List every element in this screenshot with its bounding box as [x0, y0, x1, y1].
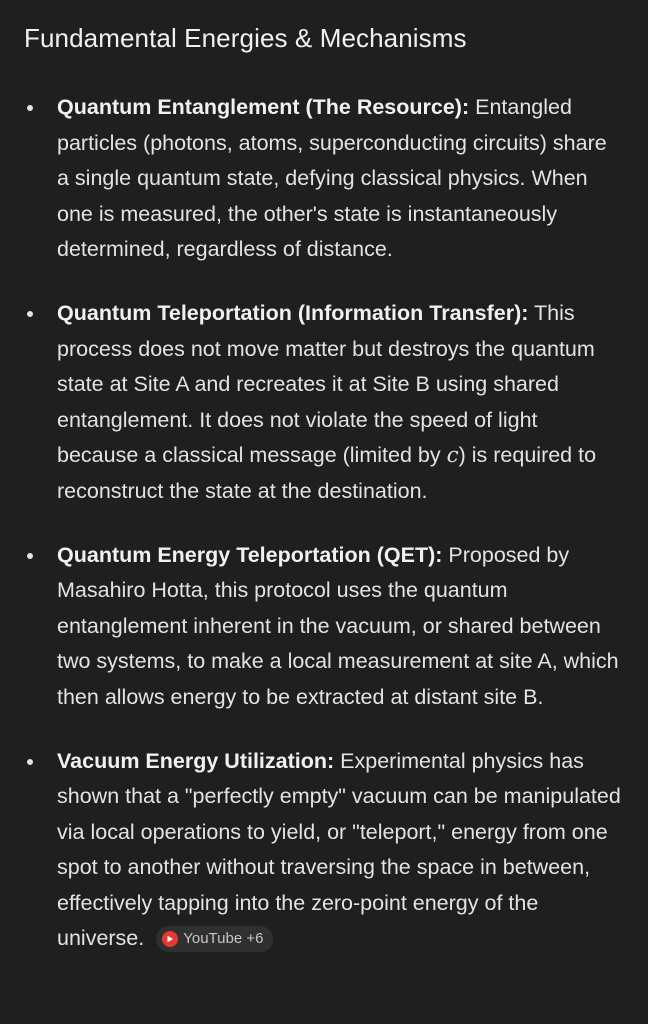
term-label: Quantum Entanglement (The Resource): [57, 95, 470, 119]
item-text-continued: ) is required to reconstruct the state at the destination. [57, 443, 597, 503]
bullet-icon [27, 553, 33, 559]
speed-of-light-symbol: c [446, 443, 459, 469]
bullet-icon [27, 105, 33, 111]
list-item-quantum-energy-teleportation [24, 538, 624, 716]
list-item-quantum-entanglement [24, 90, 624, 268]
item-text: This process does not move matter but destroys the quantum state at Site A and recreates it at Site B using shared entanglement. It does not violate the speed of light because a classical message (limited by [57, 300, 595, 468]
section-title: Fundamental Energies & Mechanisms [24, 23, 467, 53]
source-chip-label: YouTube +6 [183, 930, 264, 948]
item-text: Entangled particles (photons, atoms, superconducting circuits) share a single quantum state, defying classical physics. When one is measured, the other's state is instantaneously determined, regardless of distance. [57, 95, 607, 262]
term-label: Vacuum Energy Utilization: [57, 748, 335, 773]
item-text: Proposed by Masahiro Hotta, this protocol uses the quantum entanglement inherent in the vacuum, or shared between two systems, to make a local measurement at site A, which then allows energy to be extracted at distant site B. [57, 542, 619, 709]
term-label: Quantum Energy Teleportation (QET): [57, 542, 443, 567]
term-label: Quantum Teleportation (Information Transfer): [57, 300, 529, 325]
bullet-icon [27, 311, 33, 317]
bullet-icon [27, 759, 33, 765]
source-chip-button[interactable] [156, 926, 273, 952]
list-item-quantum-teleportation [24, 296, 624, 510]
item-text: Experimental physics has shown that a "perfectly empty" vacuum can be manipulated via local operations to yield, or "teleport," energy from one spot to another without traversing the space in between, effectively tapping into the zero-point energy of the universe. [57, 748, 621, 951]
youtube-icon [162, 931, 178, 947]
mechanisms-list [24, 90, 624, 957]
list-item-vacuum-energy [24, 744, 624, 958]
